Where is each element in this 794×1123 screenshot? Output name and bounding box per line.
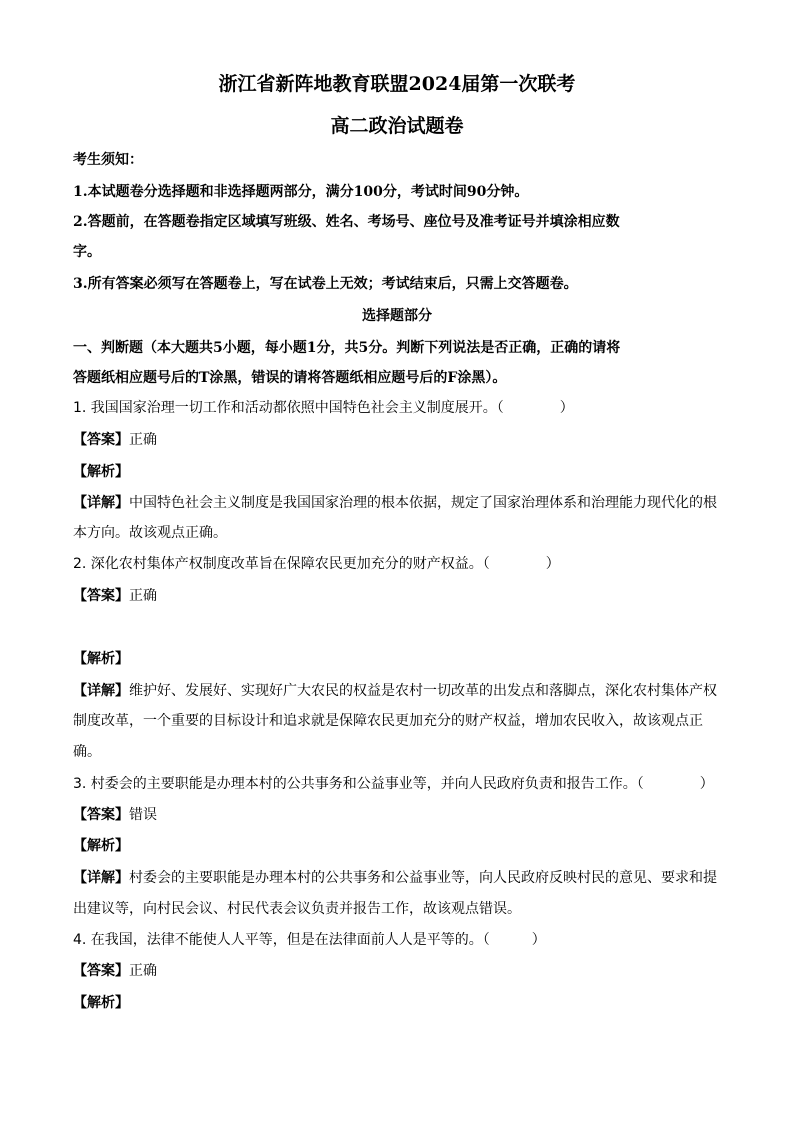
exam-subtitle: 高二政治试题卷 (330, 115, 464, 137)
question-4-analysis-label: 【解析】 (73, 995, 129, 1011)
question-1-answer (73, 430, 157, 450)
question-3-answer (73, 805, 157, 825)
section-title: 选择题部分 (362, 308, 432, 324)
question-1-detail-line-2: 本方向。故该观点正确。 (73, 525, 227, 541)
answer-label: 【答案】 (73, 807, 129, 823)
question-3-detail-line-2: 出建议等，向村民会议、村民代表会议负责并报告工作，故该观点错误。 (73, 901, 521, 917)
exam-title: 浙江省新阵地教育联盟2024届第一次联考 (218, 73, 576, 95)
part-instructions-line-2: 答题纸相应题号后的T涂黑，错误的请将答题纸相应题号后的F涂黑）。 (73, 370, 507, 386)
detail-label: 【详解】 (73, 870, 129, 886)
question-1-stem: 1. 我国国家治理一切工作和活动都依照中国特色社会主义制度展开。（ ） (73, 400, 574, 416)
question-2-stem: 2. 深化农村集体产权制度改革旨在保障农民更加充分的财产权益。（ ） (73, 556, 560, 572)
question-1-analysis-label: 【解析】 (73, 464, 129, 480)
question-2-analysis-label: 【解析】 (73, 651, 129, 667)
answer-label: 【答案】 (73, 588, 129, 604)
detail-text: 村委会的主要职能是办理本村的公共事务和公益事业等，向人民政府反映村民的意见、要求和提 (129, 870, 717, 886)
question-2-detail-line-2: 制度改革，一个重要的目标设计和追求就是保障农民更加充分的财产权益，增加农民收入，故该观点正 (73, 713, 703, 729)
answer-label: 【答案】 (73, 963, 129, 979)
detail-label: 【详解】 (73, 495, 129, 511)
question-3-stem: 3. 村委会的主要职能是办理本村的公共事务和公益事业等，并向人民政府负责和报告工作。（ ） (73, 776, 714, 792)
question-3-detail-line-1 (73, 868, 717, 888)
notice-heading: 考生须知： (73, 152, 143, 168)
part-instructions-line-1: 一、判断题（本大题共5小题，每小题1分，共5分。判断下列说法是否正确，正确的请将 (73, 340, 621, 356)
question-2-detail-line-1 (73, 681, 717, 701)
notice-item-2-line-2: 字。 (73, 244, 101, 260)
notice-item-1: 1.本试题卷分选择题和非选择题两部分，满分100分，考试时间90分钟。 (73, 184, 529, 200)
question-4-stem: 4. 在我国，法律不能使人人平等，但是在法律面前人人是平等的。（ ） (73, 932, 546, 948)
notice-item-2-line-1: 2.答题前，在答题卷指定区域填写班级、姓名、考场号、座位号及准考证号并填涂相应数 (73, 214, 620, 230)
question-1-detail-line-1 (73, 493, 717, 513)
detail-text: 中国特色社会主义制度是我国国家治理的根本依据，规定了国家治理体系和治理能力现代化的根 (129, 495, 717, 511)
question-2-answer (73, 586, 157, 606)
answer-label: 【答案】 (73, 432, 129, 448)
answer-value: 正确 (129, 963, 157, 979)
answer-value: 正确 (129, 588, 157, 604)
question-3-analysis-label: 【解析】 (73, 838, 129, 854)
answer-value: 正确 (129, 432, 157, 448)
detail-text: 维护好、发展好、实现好广大农民的权益是农村一切改革的出发点和落脚点，深化农村集体产权 (129, 683, 717, 699)
detail-label: 【详解】 (73, 683, 129, 699)
question-4-answer (73, 961, 157, 981)
question-2-detail-line-3: 确。 (73, 744, 101, 760)
notice-item-3: 3.所有答案必须写在答题卷上，写在试卷上无效；考试结束后，只需上交答题卷。 (73, 276, 578, 292)
answer-value: 错误 (129, 807, 157, 823)
